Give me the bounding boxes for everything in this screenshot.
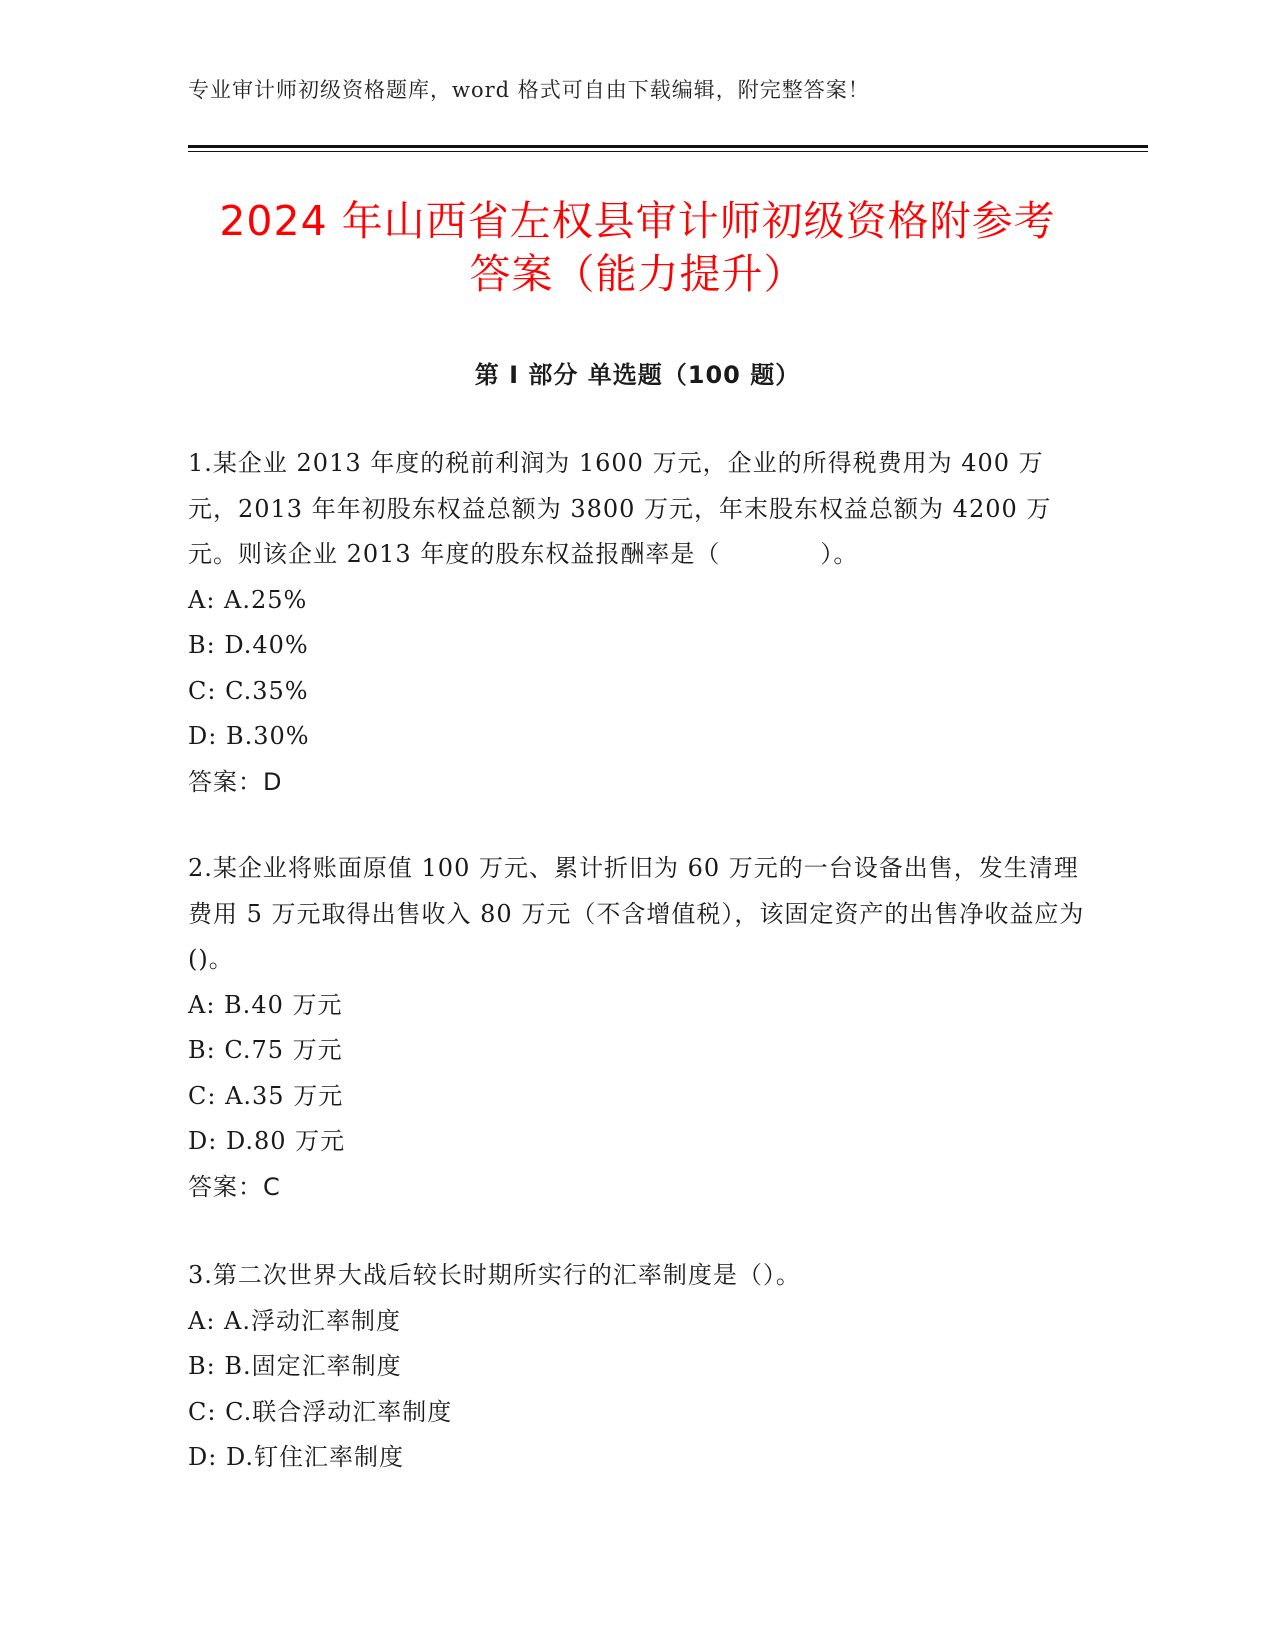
option-d: D: B.30% bbox=[188, 722, 310, 750]
option-a: A: A.25% bbox=[188, 585, 308, 614]
question-2 bbox=[188, 846, 1088, 1210]
option-b: B: D.40% bbox=[188, 631, 309, 659]
document-title bbox=[150, 195, 1125, 301]
option-c: C: C.35% bbox=[188, 676, 309, 705]
question-stem: 2.某企业将账面原值 100 万元、累计折旧为 60 万元的一台设备出售，发生清理费用 5 万元取得出售收入 80 万元（不含增值税），该固定资产的出售净收益应为()。 bbox=[188, 854, 1085, 973]
page-header-text: 专业审计师初级资格题库，word 格式可自由下载编辑，附完整答案！ bbox=[188, 78, 870, 102]
question-stem: 1.某企业 2013 年度的税前利润为 1600 万元，企业的所得税费用为 400 万元，2013 年年初股东权益总额为 3800 万元，年末股东权益总额为 4200 万元。则该企业 2013 年度的股东权益报酬率是（ ）。 bbox=[188, 449, 1052, 568]
answer-line: 答案：D bbox=[188, 767, 283, 796]
option-d: D: D.钉住汇率制度 bbox=[188, 1443, 404, 1471]
question-1 bbox=[188, 441, 1088, 805]
option-a: A: B.40 万元 bbox=[188, 990, 343, 1019]
answer-line: 答案：C bbox=[188, 1172, 281, 1201]
header-rule-thick bbox=[188, 145, 1148, 148]
option-a: A: A.浮动汇率制度 bbox=[188, 1306, 402, 1335]
document-title-line-1: 2024 年山西省左权县审计师初级资格附参考 bbox=[219, 197, 1056, 245]
document-title-line-2: 答案（能力提升） bbox=[469, 250, 806, 298]
option-b: B: B.固定汇率制度 bbox=[188, 1352, 402, 1380]
option-c: C: A.35 万元 bbox=[188, 1081, 344, 1110]
option-c: C: C.联合浮动汇率制度 bbox=[188, 1397, 453, 1426]
question-stem: 3.第二次世界大战后较长时期所实行的汇率制度是（）。 bbox=[188, 1261, 801, 1289]
option-b: B: C.75 万元 bbox=[188, 1036, 343, 1064]
question-3 bbox=[188, 1253, 1088, 1481]
option-d: D: D.80 万元 bbox=[188, 1127, 346, 1155]
header-rule-thin bbox=[188, 151, 1148, 152]
section-title: 第 I 部分 单选题（100 题） bbox=[474, 361, 801, 389]
